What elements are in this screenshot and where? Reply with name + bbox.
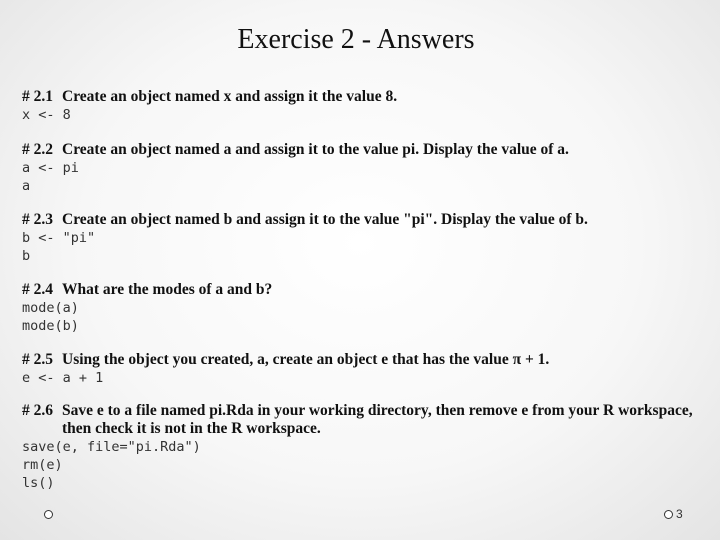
question-line [22,351,712,369]
exercise-2-3 [22,211,712,265]
question-text: What are the modes of a and b? [62,281,273,298]
code-line: b [22,248,31,264]
question-text: Create an object named b and assign it to the value "pi". Display the value of b. [62,211,588,228]
slide-title: Exercise 2 - Answers [237,24,475,55]
code-line: mode(a) [22,300,79,316]
exercise-2-6 [22,402,712,492]
question-text: Create an object named x and assign it the value 8. [62,88,398,105]
code-line: ls() [22,475,55,491]
page-number: 3 [676,507,683,521]
question-line [22,88,712,106]
question-number: # 2.4 [22,281,53,298]
code-line: b <- "pi" [22,230,96,246]
right-bullet-icon [664,510,673,519]
code-line: e <- a + 1 [22,370,104,386]
question-line [22,281,712,299]
question-line [22,211,712,229]
question-text: Using the object you created, a, create an object e that has the value π + 1. [62,351,550,368]
exercise-2-5 [22,351,712,387]
code-line: a <- pi [22,160,79,176]
question-number: # 2.5 [22,351,53,368]
question-number: # 2.1 [22,88,53,105]
exercise-2-4 [22,281,712,335]
code-line: mode(b) [22,318,79,334]
question-line [22,402,712,438]
question-line [22,141,712,159]
code-line: x <- 8 [22,107,71,123]
code-line: save(e, file="pi.Rda") [22,439,201,455]
code-line: rm(e) [22,457,63,473]
question-text: Save e to a file named pi.Rda in your working directory, then remove e from your R workspace, then check it is not in the R workspace. [62,402,693,437]
code-line: a [22,178,31,194]
question-number: # 2.6 [22,402,53,419]
question-text: Create an object named a and assign it to the value pi. Display the value of a. [62,141,569,158]
exercise-2-2 [22,141,712,195]
exercise-2-1 [22,88,712,124]
question-number: # 2.3 [22,211,53,228]
left-bullet-icon [44,510,53,519]
question-number: # 2.2 [22,141,53,158]
